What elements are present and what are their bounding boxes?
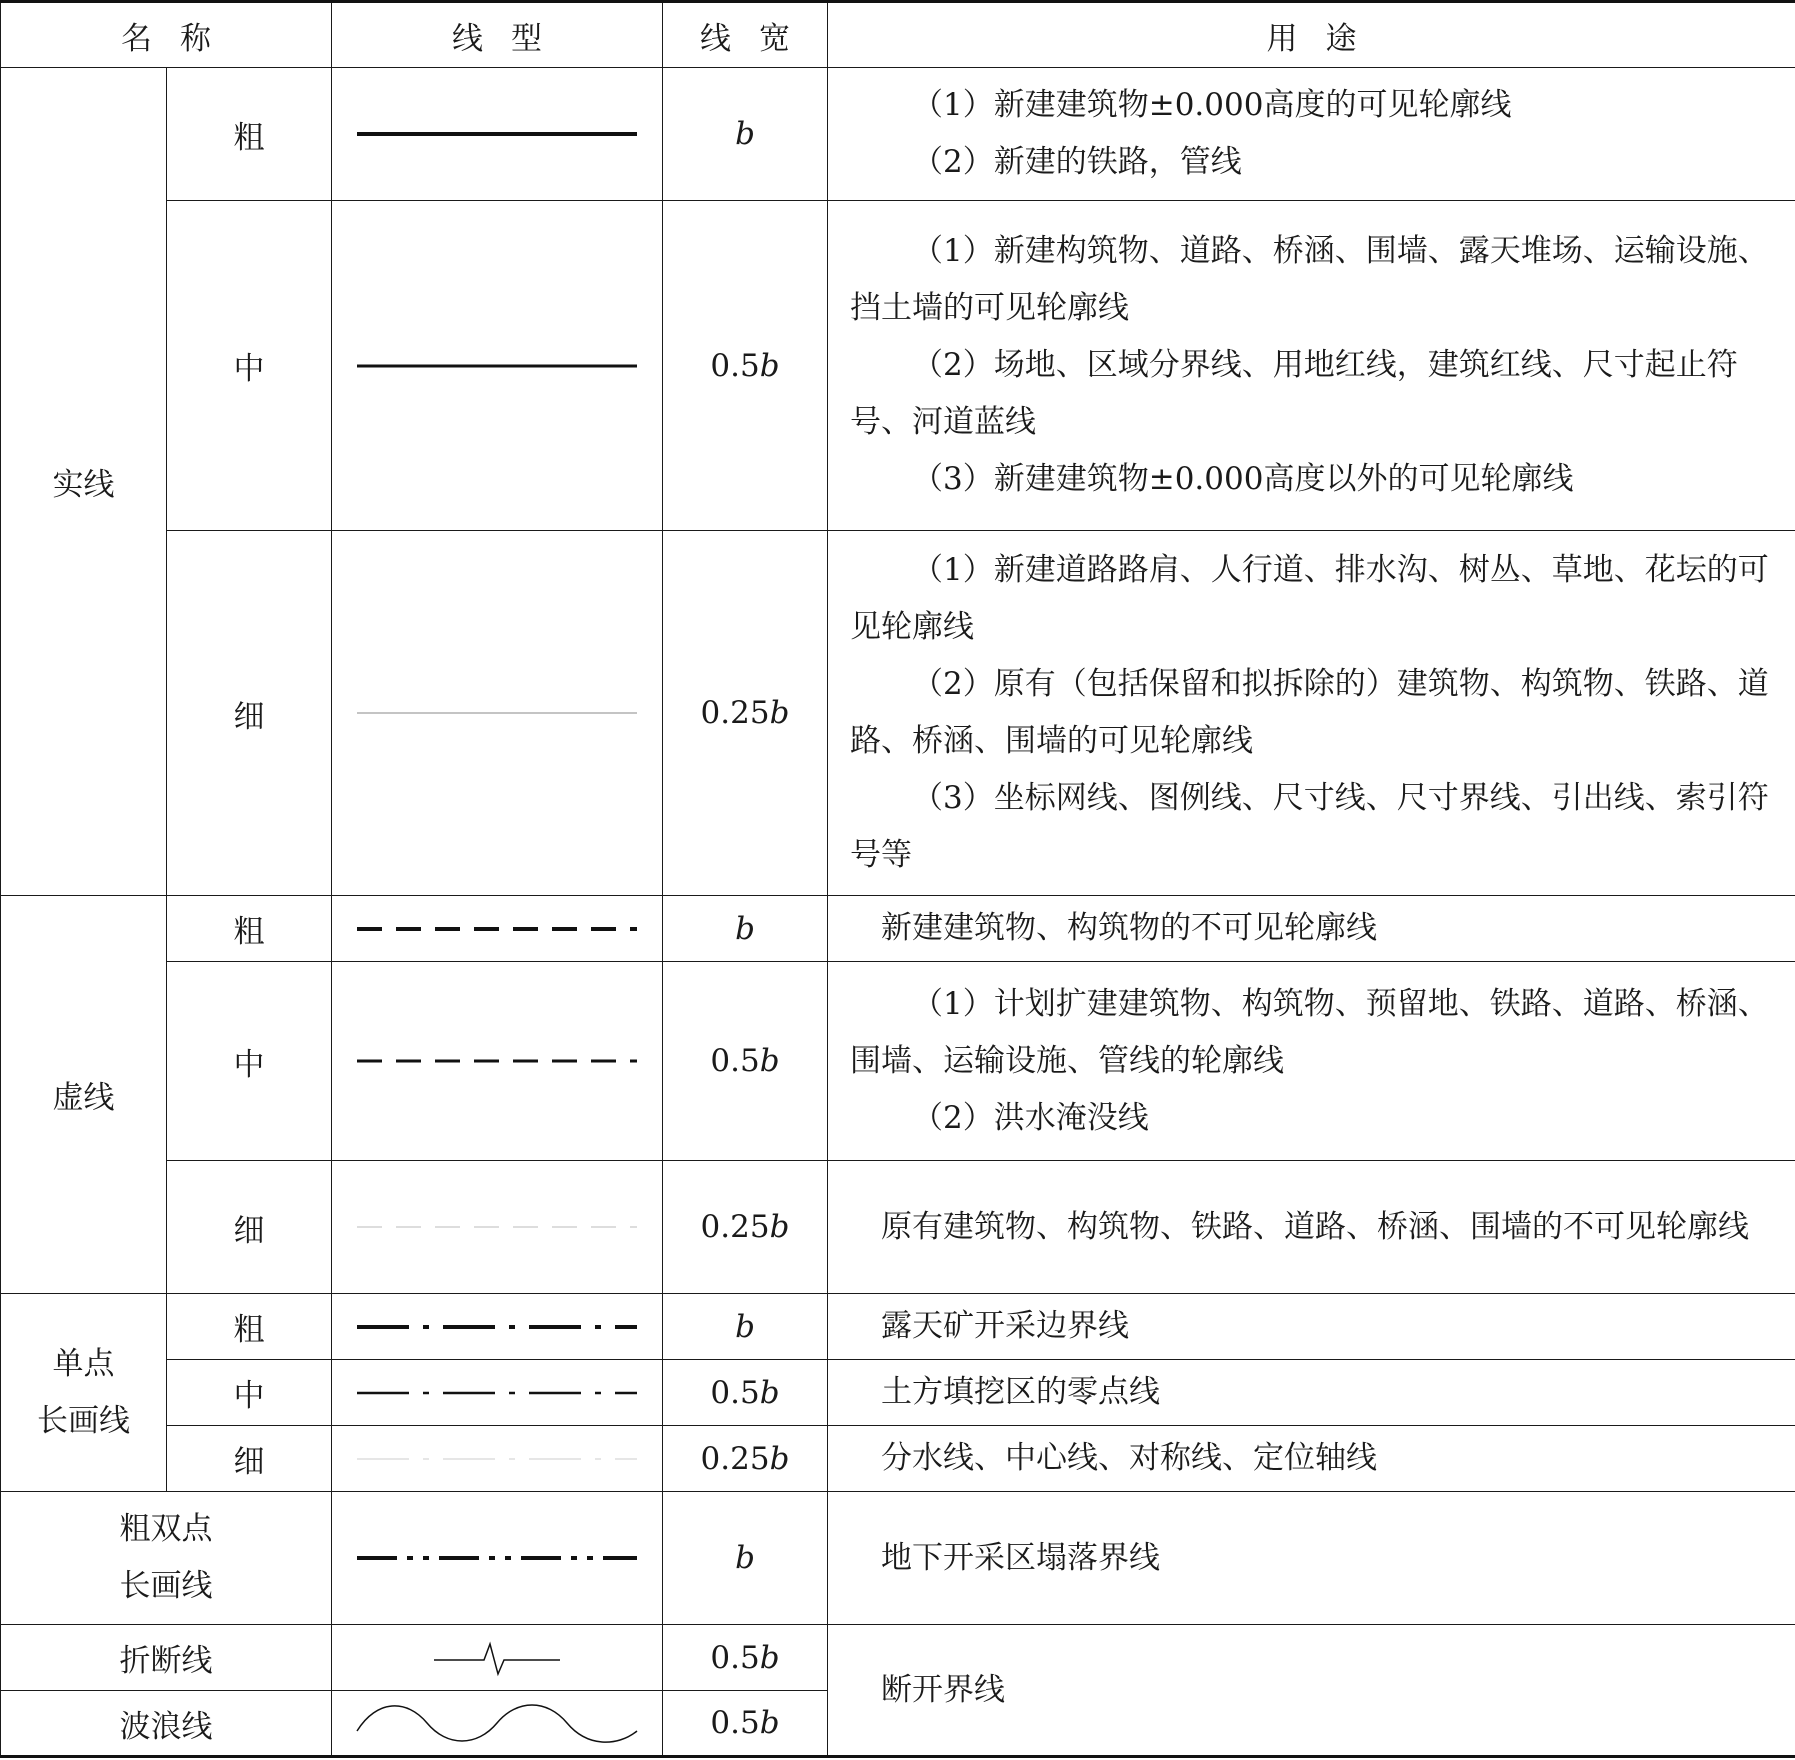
single-dot-thick-weight: 粗	[167, 1294, 332, 1360]
header-line-type: 线型	[332, 2, 663, 68]
dashed-medium-width: 0.5b	[663, 962, 828, 1161]
table-row	[1, 1294, 1795, 1360]
single-dot-medium-width: 0.5b	[663, 1360, 828, 1426]
wavy-line-name: 波浪线	[1, 1691, 332, 1757]
single-dot-medium-sample	[332, 1360, 663, 1426]
dashed-thick-usage: 新建建筑物、构筑物的不可见轮廓线	[828, 896, 1795, 962]
double-dot-sample	[332, 1492, 663, 1625]
solid-thin-usage: （1）新建道路路肩、人行道、排水沟、树丛、草地、花坛的可见轮廓线 （2）原有（包括保留和拟拆除的）建筑物、构筑物、铁路、道路、桥涵、围墙的可见轮廓线 （3）坐标网线、图例线、尺寸线、尺寸界线、引出线、索引符号等	[828, 531, 1795, 896]
dashed-thin-sample	[332, 1161, 663, 1294]
double-dot-usage: 地下开采区塌落界线	[828, 1492, 1795, 1625]
single-dot-name: 单点 长画线	[1, 1294, 167, 1492]
table-row	[1, 201, 1795, 531]
solid-name: 实线	[1, 68, 167, 896]
wavy-line-sample	[332, 1691, 663, 1757]
single-dot-thick-width: b	[663, 1294, 828, 1360]
dashed-thin-usage: 原有建筑物、构筑物、铁路、道路、桥涵、围墙的不可见轮廓线	[828, 1161, 1795, 1294]
dashed-thick-sample	[332, 896, 663, 962]
solid-thick-usage: （1）新建建筑物±0.000高度的可见轮廓线 （2）新建的铁路，管线	[828, 68, 1795, 201]
single-dot-medium-line-icon	[357, 1387, 637, 1399]
solid-medium-width: 0.5b	[663, 201, 828, 531]
solid-thick-line-icon	[357, 128, 637, 140]
dashed-medium-sample	[332, 962, 663, 1161]
header-usage: 用途	[828, 2, 1795, 68]
table-row	[1, 962, 1795, 1161]
solid-medium-sample	[332, 201, 663, 531]
single-dot-thick-sample	[332, 1294, 663, 1360]
header-line-width: 线宽	[663, 2, 828, 68]
solid-thick-weight: 粗	[167, 68, 332, 201]
solid-thin-sample	[332, 531, 663, 896]
dashed-thick-width: b	[663, 896, 828, 962]
solid-medium-line-icon	[357, 360, 637, 372]
dashed-thin-weight: 细	[167, 1161, 332, 1294]
solid-thin-line-icon	[357, 707, 637, 719]
dashed-thick-weight: 粗	[167, 896, 332, 962]
double-dot-width: b	[663, 1492, 828, 1625]
table-row	[1, 68, 1795, 201]
single-dot-thin-weight: 细	[167, 1426, 332, 1492]
single-dot-thin-sample	[332, 1426, 663, 1492]
table-row	[1, 1426, 1795, 1492]
single-dot-thin-width: 0.25b	[663, 1426, 828, 1492]
header-name: 名称	[1, 2, 332, 68]
wavy-line-width: 0.5b	[663, 1691, 828, 1757]
solid-thick-width: b	[663, 68, 828, 201]
break-line-icon	[434, 1640, 560, 1676]
dashed-thin-width: 0.25b	[663, 1161, 828, 1294]
single-dot-thin-line-icon	[357, 1453, 637, 1465]
break-line-name: 折断线	[1, 1625, 332, 1691]
dashed-medium-weight: 中	[167, 962, 332, 1161]
table-row	[1, 1360, 1795, 1426]
single-dot-thick-line-icon	[357, 1321, 637, 1333]
solid-medium-weight: 中	[167, 201, 332, 531]
double-dot-name: 粗双点 长画线	[1, 1492, 332, 1625]
single-dot-thick-usage: 露天矿开采边界线	[828, 1294, 1795, 1360]
dashed-thick-line-icon	[357, 923, 637, 935]
dashed-name: 虚线	[1, 896, 167, 1294]
header-row	[1, 2, 1795, 68]
solid-medium-usage: （1）新建构筑物、道路、桥涵、围墙、露天堆场、运输设施、挡土墙的可见轮廓线 （2）场地、区域分界线、用地红线，建筑红线、尺寸起止符号、河道蓝线 （3）新建建筑物±0.000高度以外的可见轮廓线	[828, 201, 1795, 531]
table-row	[1, 531, 1795, 896]
dashed-medium-line-icon	[357, 1055, 637, 1067]
table-row	[1, 1161, 1795, 1294]
break-wavy-usage: 断开界线	[828, 1625, 1795, 1757]
single-dot-medium-weight: 中	[167, 1360, 332, 1426]
double-dot-line-icon	[357, 1552, 637, 1564]
break-line-sample	[332, 1625, 663, 1691]
dashed-medium-usage: （1）计划扩建建筑物、构筑物、预留地、铁路、道路、桥涵、围墙、运输设施、管线的轮廓线 （2）洪水淹没线	[828, 962, 1795, 1161]
table-row	[1, 1492, 1795, 1625]
table-row	[1, 1625, 1795, 1691]
solid-thin-width: 0.25b	[663, 531, 828, 896]
table-row	[1, 896, 1795, 962]
dashed-thin-line-icon	[357, 1221, 637, 1233]
break-line-width: 0.5b	[663, 1625, 828, 1691]
solid-thin-weight: 细	[167, 531, 332, 896]
single-dot-thin-usage: 分水线、中心线、对称线、定位轴线	[828, 1426, 1795, 1492]
solid-thick-sample	[332, 68, 663, 201]
single-dot-medium-usage: 土方填挖区的零点线	[828, 1360, 1795, 1426]
wavy-line-icon	[357, 1703, 637, 1743]
